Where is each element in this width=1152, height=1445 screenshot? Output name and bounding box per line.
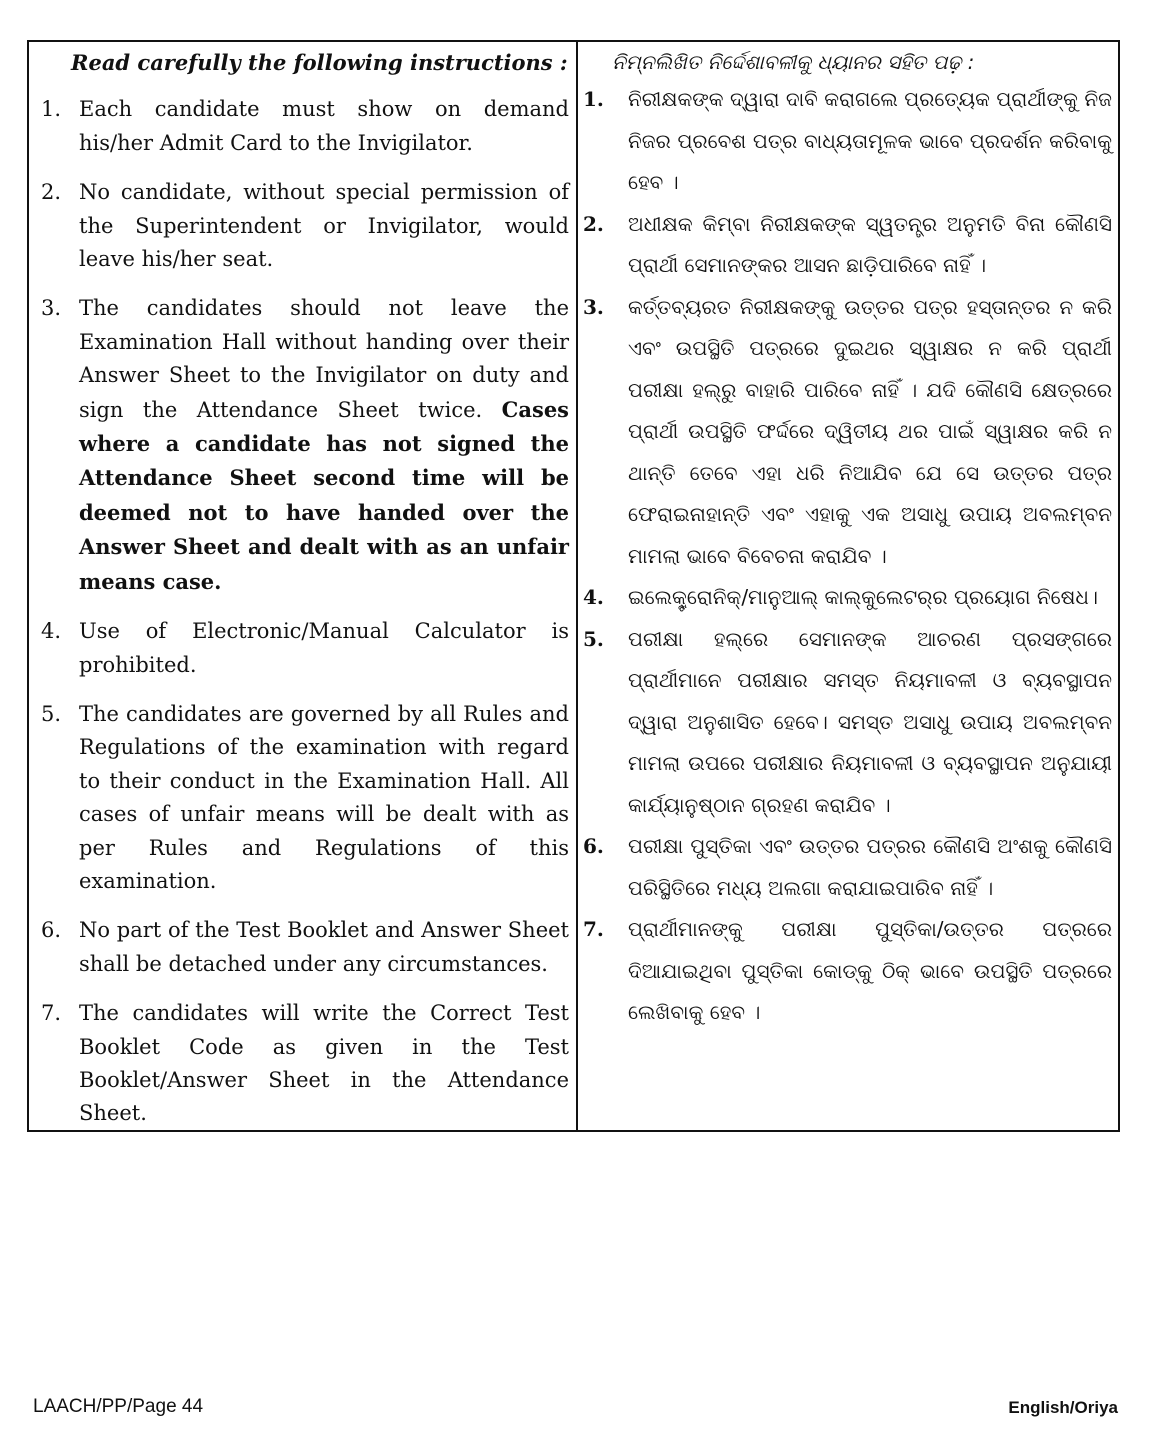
language-label: English/Oriya — [1008, 1398, 1118, 1417]
oriya-heading: ନିମ୍ନଲିଖିତ ନିର୍ଦ୍ଦେଶାବଳୀକୁ ଧ୍ୟାନର ସହିତ ପଢ଼ : — [612, 50, 975, 74]
item-text: କର୍ତ୍ତବ୍ୟରତ ନିରୀକ୍ଷକଙ୍କୁ ଉତ୍ତର ପତ୍ର ହସ୍ତାନ୍ତର ନ କରି ଏବଂ ଉପସ୍ଥିତି ପତ୍ରରେ ଦୁଇଥର ସ୍ୱାକ୍ଷର ନ କରି ପ୍ରାର୍ଥୀ ପରୀକ୍ଷା ହଲ୍‌ରୁ ବାହାରି ପାରିବେ ନାହିଁ । ଯଦି କୌଣସି କ୍ଷେତ୍ରରେ ପ୍ରାର୍ଥୀ ଉପସ୍ଥିତି ଫର୍ଦ୍ଦରେ ଦ୍ୱିତୀୟ ଥର ପାଇଁ ସ୍ୱାକ୍ଷର କରି ନ ଥାନ୍ତି ତେବେ ଏହା ଧରି ନିଆଯିବ ଯେ ସେ ଉତ୍ତର ପତ୍ର ଫେରାଇନାହାନ୍ତି ଏବଂ ଏହାକୁ ଏକ ଅସାଧୁ ଉପାୟ ଅବଲମ୍ବନ ମାମଲା ଭାବେ ବିବେଚନା କରାଯିବ । — [628, 294, 1112, 568]
item-text: The candidates should not leave the Examination Hall without handing over their Answer Sheet to the Invigilator on duty and sign the Attendance Sheet twice. — [79, 296, 569, 422]
item-number: 3. — [41, 296, 62, 321]
item-number: 1. — [583, 87, 604, 111]
item-text: No candidate, without special permission of the Superintendent or Invigilator, would leave his/her seat. — [79, 180, 569, 272]
instructions-table — [27, 40, 1120, 1132]
item-number: 3. — [583, 294, 604, 319]
oriya-column — [582, 46, 1112, 1034]
item-number: 4. — [41, 619, 62, 644]
item-number: 2. — [41, 180, 62, 205]
english-item-1 — [37, 93, 569, 160]
item-text-combined — [79, 292, 569, 599]
english-column — [37, 46, 569, 1147]
item-number: 4. — [583, 585, 604, 609]
item-number: 2. — [583, 211, 604, 236]
item-number: 6. — [41, 918, 62, 943]
english-item-3 — [37, 292, 569, 599]
oriya-item-3 — [582, 287, 1112, 578]
item-number: 6. — [583, 834, 604, 858]
item-text: Each candidate must show on demand his/her Admit Card to the Invigilator. — [79, 97, 569, 155]
oriya-item-7 — [582, 909, 1112, 1034]
column-divider — [576, 42, 578, 1130]
item-text: ନିରୀକ୍ଷକଙ୍କ ଦ୍ୱାରା ଦାବି କରାଗଲେ ପ୍ରତ୍ୟେକ ପ୍ରାର୍ଥୀଙ୍କୁ ନିଜ ନିଜର ପ୍ରବେଶ ପତ୍ର ବାଧ୍ୟତାମୂଳକ ଭାବେ ପ୍ରଦର୍ଶନ କରିବାକୁ ହେବ । — [628, 87, 1112, 194]
oriya-item-4 — [582, 577, 1112, 619]
item-text: ଅଧୀକ୍ଷକ କିମ୍ବା ନିରୀକ୍ଷକଙ୍କ ସ୍ୱତନ୍ତ୍ର ଅନୁମତି ବିନା କୌଣସି ପ୍ରାର୍ଥୀ ସେମାନଙ୍କର ଆସନ ଛାଡ଼ିପାରିବେ ନାହିଁ । — [628, 211, 1112, 277]
item-bold-text: Cases where a candidate has not signed the Attendance Sheet second time will be deemed not to have handed over the Answer Sheet and dealt with as an unfair means case. — [79, 396, 569, 594]
item-number: 1. — [41, 97, 62, 122]
item-number: 5. — [41, 701, 62, 726]
english-item-4 — [37, 615, 569, 682]
item-text: ପ୍ରାର୍ଥୀମାନଙ୍କୁ ପରୀକ୍ଷା ପୁସ୍ତିକା/ଉତ୍ତର ପତ୍ରରେ ଦିଆଯାଇଥିବା ପୁସ୍ତିକା କୋଡ୍‌କୁ ଠିକ୍ ଭାବେ ଉପସ୍ଥିତି ପତ୍ରରେ ଲେଖିବାକୁ ହେବ । — [628, 917, 1112, 1024]
item-number: 7. — [41, 1001, 62, 1026]
oriya-item-2 — [582, 204, 1112, 287]
item-number: 7. — [583, 917, 604, 941]
oriya-item-1 — [582, 79, 1112, 204]
item-number: 5. — [583, 626, 604, 651]
item-text: The candidates are governed by all Rules and Regulations of the examination with regard to their conduct in the Examination Hall. All cases of unfair means will be dealt with as per Rules and Regulations of this examination. — [79, 701, 569, 893]
page-code: LAACH/PP/Page 44 — [33, 1396, 204, 1417]
english-item-6 — [37, 914, 569, 981]
item-text: The candidates will write the Correct Test Booklet Code as given in the Test Booklet/Answer Sheet in the Attendance Sheet. — [79, 1001, 569, 1126]
english-item-2 — [37, 176, 569, 276]
item-text: Use of Electronic/Manual Calculator is prohibited. — [79, 619, 569, 677]
item-text: No part of the Test Booklet and Answer Sheet shall be detached under any circumstances. — [79, 918, 569, 976]
item-text: ପରୀକ୍ଷା ହଲ୍‌ରେ ସେମାନଙ୍କ ଆଚରଣ ପ୍ରସଙ୍ଗରେ ପ୍ରାର୍ଥୀମାନେ ପରୀକ୍ଷାର ସମସ୍ତ ନିୟମାବଳୀ ଓ ବ୍ୟବସ୍ଥାପନ ଦ୍ୱାରା ଅନୁଶାସିତ ହେବେ। ସମସ୍ତ ଅସାଧୁ ଉପାୟ ଅବଲମ୍ବନ ମାମଲା ଉପରେ ପରୀକ୍ଷାର ନିୟମାବଳୀ ଓ ବ୍ୟବସ୍ଥାପନ ଅନୁଯାୟୀ କାର୍ଯ୍ୟାନୁଷ୍ଠାନ ଗ୍ରହଣ କରାଯିବ । — [628, 626, 1112, 817]
item-text: ପରୀକ୍ଷା ପୁସ୍ତିକା ଏବଂ ଉତ୍ତର ପତ୍ରର କୌଣସି ଅଂଶକୁ କୌଣସି ପରିସ୍ଥିତିରେ ମଧ୍ୟ ଅଲଗା କରାଯାଇପାରିବ ନାହିଁ । — [628, 834, 1112, 900]
oriya-item-5 — [582, 619, 1112, 827]
english-item-7 — [37, 997, 569, 1131]
item-text: ଇଲେକ୍ଟ୍ରୋନିକ୍/ମାନୁଆଲ୍ କାଲ୍‌କୁଲେଟର୍‌ର ପ୍ରୟୋଗ ନିଷେଧ। — [628, 585, 1098, 609]
english-heading: Read carefully the following instructions : — [71, 50, 568, 75]
oriya-item-6 — [582, 826, 1112, 909]
english-item-5 — [37, 698, 569, 898]
